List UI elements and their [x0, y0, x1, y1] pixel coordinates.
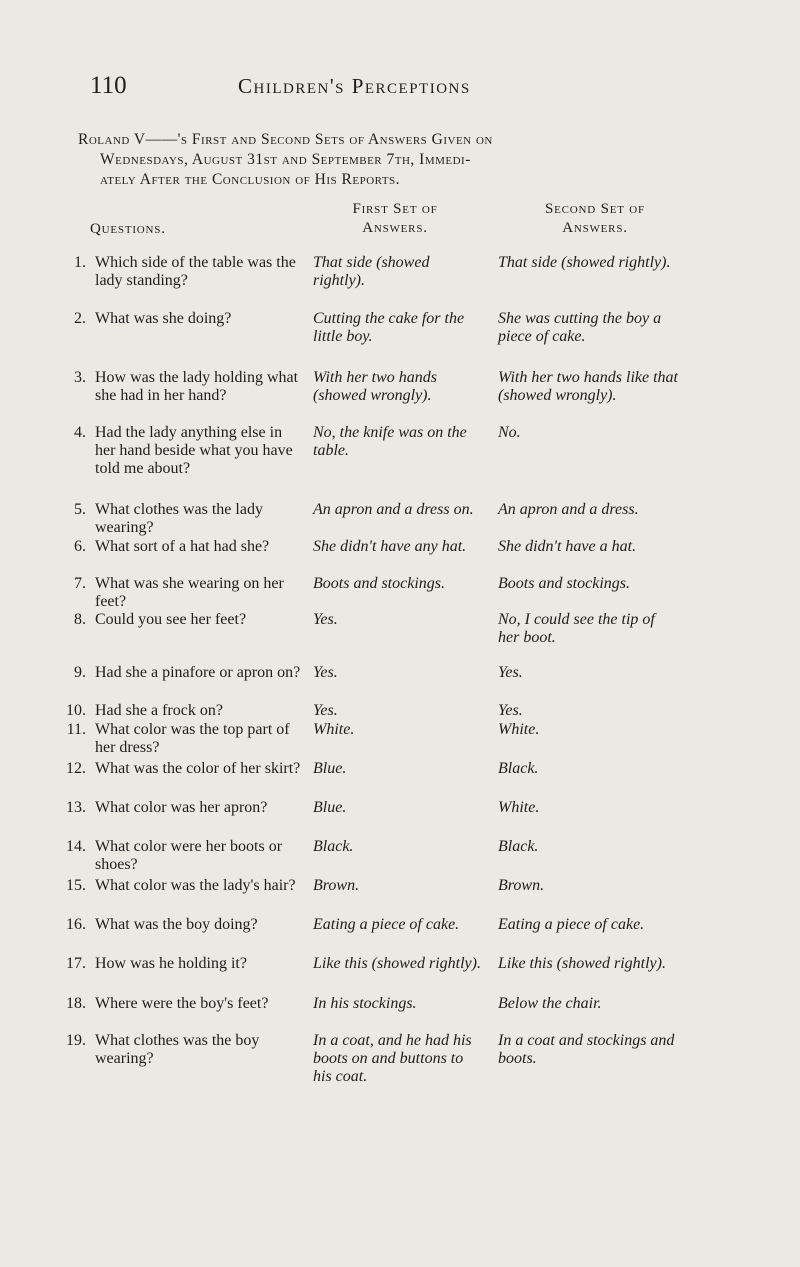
column-header-second-set [495, 200, 695, 238]
second-answer: Below the chair. [498, 995, 602, 1012]
question-text: What was the color of her skirt? [95, 760, 301, 777]
second-answer: Eating a piece of cake. [498, 916, 645, 933]
question-number: 8. [74, 611, 86, 628]
first-answer: Yes. [313, 611, 338, 628]
first-answer: No, the knife was on the table. [313, 424, 467, 459]
second-answer: She was cutting the boy a piece of cake. [498, 310, 662, 345]
question-text: Had she a pinafore or apron on? [95, 664, 301, 681]
question-text: What was the boy doing? [95, 916, 258, 933]
question-text: Had the lady anything else in her hand beside what you have told me about? [95, 424, 293, 477]
question-number: 1. [74, 254, 86, 271]
second-answer: Brown. [498, 877, 545, 894]
question-text: What clothes was the lady wearing? [95, 501, 263, 536]
second-answer: Yes. [498, 664, 523, 681]
page-number: 110 [90, 72, 127, 99]
question-number: 14. [66, 838, 86, 855]
first-answer: Boots and stockings. [313, 575, 445, 592]
second-answer: She didn't have a hat. [498, 538, 637, 555]
running-head [90, 72, 730, 108]
question-text: What was she wearing on her feet? [95, 575, 284, 610]
question-text: What color was her apron? [95, 799, 268, 816]
second-answer: Black. [498, 760, 539, 777]
column-header-second-set-line-1: Second Set of [545, 201, 645, 217]
column-header-first-set-line-2: Answers. [362, 220, 428, 236]
column-header-first-set-line-1: First Set of [352, 201, 438, 217]
question-text: What color was the lady's hair? [95, 877, 296, 894]
question-number: 11. [66, 721, 86, 738]
second-answer: White. [498, 799, 540, 816]
column-header-first-set [300, 200, 490, 238]
first-answer: Cutting the cake for the little boy. [313, 310, 465, 345]
question-text: What sort of a hat had she? [95, 538, 270, 555]
question-text: How was he holding it? [95, 955, 247, 972]
question-number: 12. [66, 760, 86, 777]
question-number: 2. [74, 310, 86, 327]
second-answer: Black. [498, 838, 539, 855]
question-number: 10. [66, 702, 86, 719]
first-answer: In his stockings. [313, 995, 417, 1012]
question-number: 17. [66, 955, 86, 972]
first-answer: An apron and a dress on. [313, 501, 474, 518]
column-header-second-set-line-2: Answers. [562, 220, 628, 236]
second-answer: Like this (showed rightly). [498, 955, 666, 972]
first-answer: Yes. [313, 664, 338, 681]
question-text: What color was the top part of her dress? [95, 721, 290, 756]
first-answer: Black. [313, 838, 354, 855]
second-answer: Boots and stockings. [498, 575, 630, 592]
question-number: 3. [74, 369, 86, 386]
question-text: Had she a frock on? [95, 702, 223, 719]
first-answer: Eating a piece of cake. [313, 916, 460, 933]
question-number: 6. [74, 538, 86, 555]
question-number: 16. [66, 916, 86, 933]
question-text: How was the lady holding what she had in her hand? [95, 369, 299, 404]
column-header-questions-label: Questions. [90, 221, 166, 237]
table-title-line-3: ately After the Conclusion of His Reports. [100, 171, 401, 188]
table-title-line-1: Roland V——'s First and Second Sets of Answers Given on [78, 131, 493, 148]
first-answer: Yes. [313, 702, 338, 719]
question-number: 13. [66, 799, 86, 816]
question-text: Where were the boy's feet? [95, 995, 269, 1012]
column-header-questions [90, 220, 230, 239]
second-answer: An apron and a dress. [498, 501, 639, 518]
first-answer: Blue. [313, 799, 347, 816]
first-answer: Like this (showed rightly). [313, 955, 481, 972]
second-answer: No, I could see the tip of her boot. [498, 611, 655, 646]
first-answer: White. [313, 721, 355, 738]
first-answer: With her two hands (showed wrongly). [313, 369, 438, 404]
first-answer: She didn't have any hat. [313, 538, 467, 555]
table-title-line-2: Wednesdays, August 31st and September 7th, Immedi- [100, 151, 471, 168]
second-answer: In a coat and stockings and boots. [498, 1032, 675, 1067]
first-answer: Brown. [313, 877, 360, 894]
second-answer: No. [498, 424, 521, 441]
second-answer: White. [498, 721, 540, 738]
question-number: 5. [74, 501, 86, 518]
running-title: Children's Perceptions [238, 74, 471, 98]
table-title [78, 130, 758, 190]
question-text: What clothes was the boy wearing? [95, 1032, 260, 1067]
question-number: 4. [74, 424, 86, 441]
question-text: What was she doing? [95, 310, 232, 327]
second-answer: With her two hands like that (showed wrongly). [498, 369, 678, 404]
question-number: 18. [66, 995, 86, 1012]
question-text: Could you see her feet? [95, 611, 247, 628]
question-number: 7. [74, 575, 86, 592]
second-answer: That side (showed rightly). [498, 254, 671, 271]
first-answer: That side (showed rightly). [313, 254, 430, 289]
question-number: 9. [74, 664, 86, 681]
first-answer: Blue. [313, 760, 347, 777]
question-number: 19. [66, 1032, 86, 1049]
question-text: What color were her boots or shoes? [95, 838, 283, 873]
second-answer: Yes. [498, 702, 523, 719]
question-number: 15. [66, 877, 86, 894]
question-text: Which side of the table was the lady standing? [95, 254, 296, 289]
first-answer: In a coat, and he had his boots on and buttons to his coat. [313, 1032, 472, 1085]
